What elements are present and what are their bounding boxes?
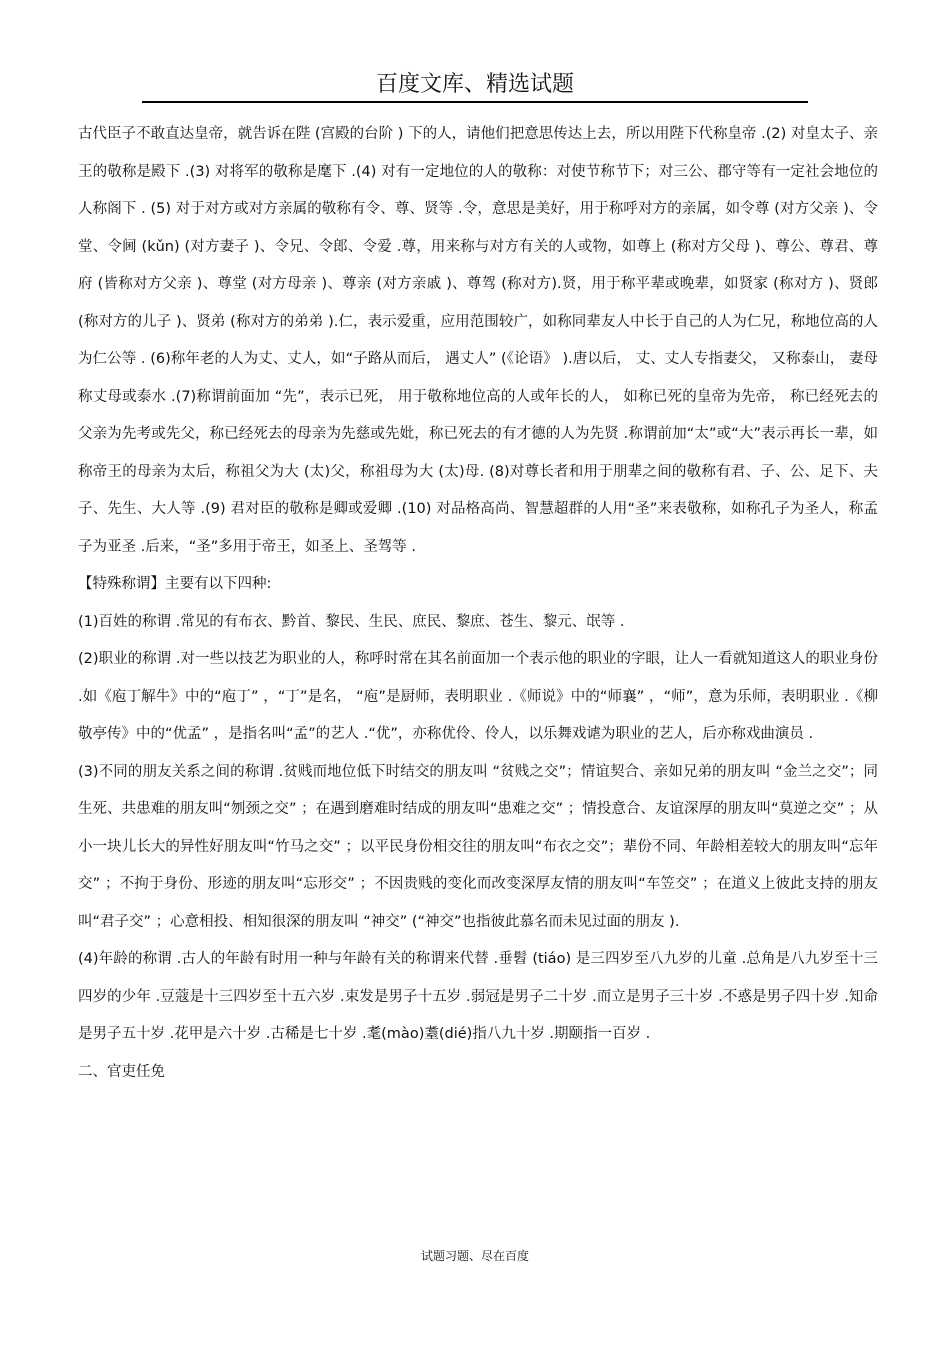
paragraph-special-titles-heading: 【特殊称谓】主要有以下四种:	[78, 576, 272, 592]
paragraph-age-titles: (4)年龄的称谓 .古人的年龄有时用一种与年龄有关的称谓来代替 .垂髫 (tiáo) 是三四岁至八九岁的儿童 .总角是八九岁至十三四岁的少年 .豆蔻是十三四岁至十五六岁 .束发是男子十五岁 .弱冠是男子二十岁 .而立是男子三十岁 .不惑是男子四十岁 .知命是男子五十岁 .花甲是六十岁 .古稀是七十岁 .耄(mào)耋(dié)指八九十岁 .期颐指一百岁 .	[78, 951, 878, 1042]
paragraph-commoner-titles: (1)百姓的称谓 .常见的有布衣、黔首、黎民、生民、庶民、黎庶、苍生、黎元、氓等 .	[78, 613, 625, 630]
document-body	[78, 116, 878, 1091]
paragraph-friendship-titles: (3)不同的朋友关系之间的称谓 .贫贱而地位低下时结交的朋友叫 “贫贱之交”；情谊契合、亲如兄弟的朋友叫 “金兰之交”；同生死、共患难的朋友叫“刎颈之交” ；在遇到磨难时结成的朋友叫“患难之交” ；情投意合、友谊深厚的朋友叫“莫逆之交” ；从小一块儿长大的异性好朋友叫“竹马之交” ；以平民身份相交往的朋友叫“布衣之交”；辈份不同、年龄相差较大的朋友叫“忘年交” ；不拘于身份、形迹的朋友叫“忘形交” ；不因贵贱的变化而改变深厚友情的朋友叫“车笠交” ；在道义上彼此支持的朋友叫“君子交” ；心意相投、相知很深的朋友叫 “神交” (“神交”也指彼此慕名而未见过面的朋友 ).	[78, 763, 878, 930]
header-divider	[142, 101, 808, 103]
page-footer: 试题习题、尽在百度	[420, 1249, 529, 1263]
paragraph-occupation-titles: (2)职业的称谓 .对一些以技艺为职业的人，称呼时常在其名前面加一个表示他的职业的字眼，让人一看就知道这人的职业身份 .如《庖丁解牛》中的“庖丁” ，“丁”是名， “庖”是厨师，表明职业 .《师说》中的“师襄” ，“师”，意为乐师，表明职业 .《柳敬亭传》中的“优孟” ，是指名叫“孟”的艺人 .“优”，亦称优伶、伶人，以乐舞戏谑为职业的艺人，后亦称戏曲演员 .	[78, 651, 878, 742]
paragraph-honorifics: 古代臣子不敢直达皇帝，就告诉在陛 (宫殿的台阶 ) 下的人，请他们把意思传达上去，所以用陛下代称皇帝 .(2) 对皇太子、亲王的敬称是殿下 .(3) 对将军的敬称是麾下 .(4) 对有一定地位的人的敬称：对使节称节下；对三公、郡守等有一定社会地位的人称阁下 . (5) 对于对方或对方亲属的敬称有令、尊、贤等 .令，意思是美好，用于称呼对方的亲属，如令尊 (对方父亲 )、令堂、令阃 (kǔn) (对方妻子 )、令兄、令郎、令爱 .尊，用来称与对方有关的人或物，如尊上 (称对方父母 )、尊公、尊君、尊府 (皆称对方父亲 )、尊堂 (对方母亲 )、尊亲 (对方亲戚 )、尊驾 (称对方).贤，用于称平辈或晚辈，如贤家 (称对方 )、贤郎 (称对方的儿子 )、贤弟 (称对方的弟弟 ).仁，表示爱重，应用范围较广，如称同辈友人中长于自己的人为仁兄，称地位高的人为仁公等 . (6)称年老的人为丈、丈人，如“子路从而后， 遇丈人” (《论语》 ).唐以后， 丈、丈人专指妻父， 又称泰山， 妻母称丈母或泰水 .(7)称谓前面加 “先”，表示已死， 用于敬称地位高的人或年长的人， 如称已死的皇帝为先帝， 称已经死去的父亲为先考或先父，称已经死去的母亲为先慈或先妣，称已死去的有才德的人为先贤 .称谓前加“太”或“大”表示再长一辈，如称帝王的母亲为太后，称祖父为大 (太)父，称祖母为大 (太)母. (8)对尊长者和用于朋辈之间的敬称有君、子、公、足下、夫子、先生、大人等 .(9) 君对臣的敬称是卿或爱卿 .(10) 对品格高尚、智慧超群的人用“圣”来表敬称，如称孔子为圣人，称孟子为亚圣 .后来，“圣”多用于帝王，如圣上、圣驾等 .	[78, 126, 878, 555]
section-heading-officials: 二、官吏任免	[78, 1063, 165, 1080]
page-title: 百度文库、精选试题	[375, 72, 574, 97]
